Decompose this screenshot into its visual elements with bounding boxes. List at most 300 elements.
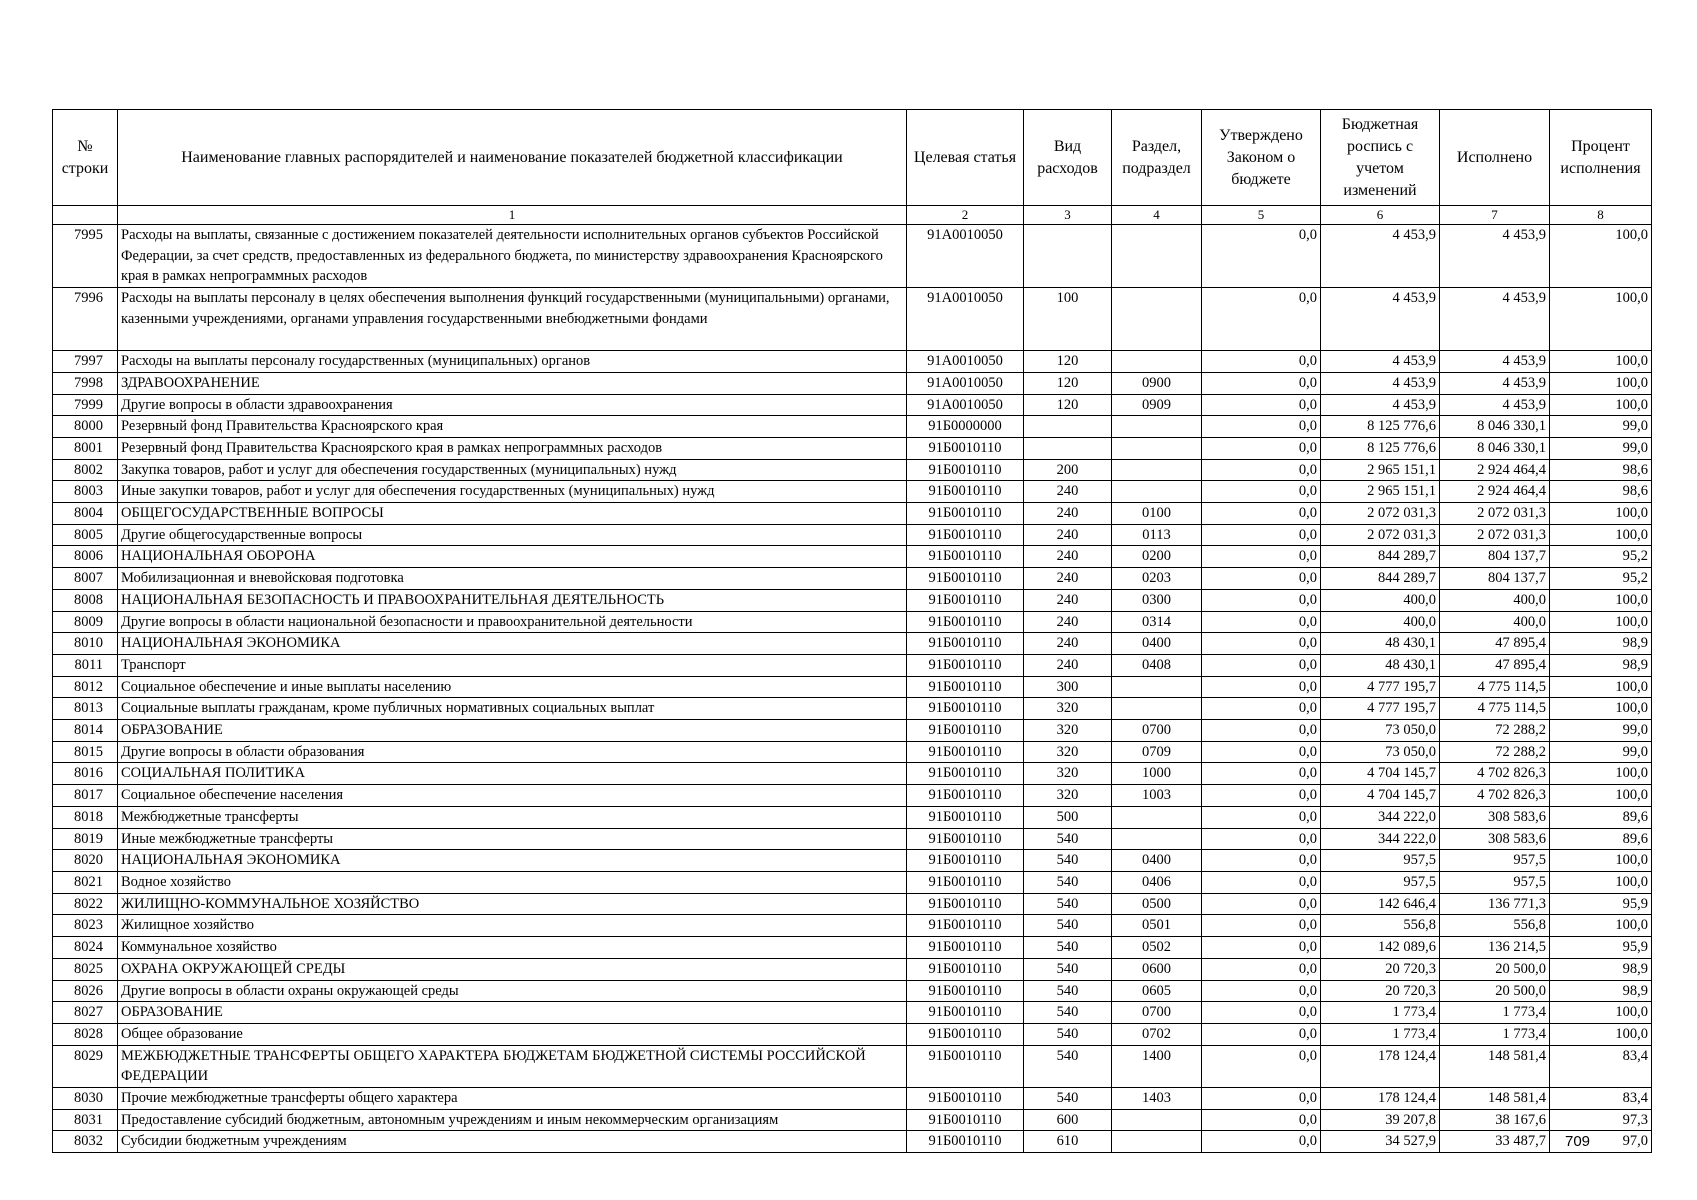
table-row	[53, 372, 1652, 394]
expense-kind-cell: 120	[1024, 394, 1112, 416]
row-number-cell: 7996	[53, 288, 118, 351]
indicator-name-cell: Другие общегосударственные вопросы	[118, 524, 907, 546]
percent-cell: 95,2	[1550, 568, 1652, 590]
budget-schedule-cell: 957,5	[1321, 871, 1440, 893]
percent-cell: 100,0	[1550, 288, 1652, 351]
budget-schedule-cell: 178 124,4	[1321, 1088, 1440, 1110]
percent-cell: 100,0	[1550, 589, 1652, 611]
executed-amount-cell: 47 895,4	[1440, 633, 1550, 655]
row-number-cell: 8022	[53, 893, 118, 915]
percent-cell: 98,9	[1550, 633, 1652, 655]
executed-amount-cell: 1 773,4	[1440, 1002, 1550, 1024]
table-row	[53, 1045, 1652, 1087]
approved-amount-cell: 0,0	[1202, 698, 1321, 720]
table-row	[53, 676, 1652, 698]
row-number-cell: 8008	[53, 589, 118, 611]
indicator-name-cell: ОБЩЕГОСУДАРСТВЕННЫЕ ВОПРОСЫ	[118, 503, 907, 525]
indicator-name-cell: ОХРАНА ОКРУЖАЮЩЕЙ СРЕДЫ	[118, 958, 907, 980]
executed-amount-cell: 4 453,9	[1440, 288, 1550, 351]
row-number-cell: 8025	[53, 958, 118, 980]
approved-amount-cell: 0,0	[1202, 1109, 1321, 1131]
column-number: 4	[1112, 206, 1202, 225]
target-article-cell: 91Б0010110	[907, 1131, 1024, 1153]
approved-amount-cell: 0,0	[1202, 893, 1321, 915]
percent-cell: 89,6	[1550, 828, 1652, 850]
target-article-cell: 91Б0010110	[907, 915, 1024, 937]
header-approved: Утверждено Законом о бюджете	[1202, 110, 1321, 206]
section-cell: 0300	[1112, 589, 1202, 611]
table-row	[53, 806, 1652, 828]
indicator-name-cell: Социальное обеспечение и иные выплаты населению	[118, 676, 907, 698]
target-article-cell: 91Б0010110	[907, 937, 1024, 959]
section-cell	[1112, 828, 1202, 850]
executed-amount-cell: 136 214,5	[1440, 937, 1550, 959]
target-article-cell: 91Б0010110	[907, 503, 1024, 525]
percent-cell: 83,4	[1550, 1088, 1652, 1110]
percent-cell: 100,0	[1550, 850, 1652, 872]
executed-amount-cell: 556,8	[1440, 915, 1550, 937]
row-number-cell: 8028	[53, 1023, 118, 1045]
expense-kind-cell: 540	[1024, 1088, 1112, 1110]
target-article-cell: 91А0010050	[907, 372, 1024, 394]
approved-amount-cell: 0,0	[1202, 915, 1321, 937]
section-cell: 0400	[1112, 633, 1202, 655]
approved-amount-cell: 0,0	[1202, 546, 1321, 568]
table-row	[53, 524, 1652, 546]
percent-cell: 100,0	[1550, 394, 1652, 416]
table-body	[53, 225, 1652, 1153]
table-row	[53, 503, 1652, 525]
section-cell: 0702	[1112, 1023, 1202, 1045]
budget-schedule-cell: 2 965 151,1	[1321, 459, 1440, 481]
expense-kind-cell: 540	[1024, 937, 1112, 959]
column-number: 6	[1321, 206, 1440, 225]
table-row	[53, 871, 1652, 893]
target-article-cell: 91Б0010110	[907, 850, 1024, 872]
indicator-name-cell: СОЦИАЛЬНАЯ ПОЛИТИКА	[118, 763, 907, 785]
executed-amount-cell: 400,0	[1440, 589, 1550, 611]
row-number-cell: 7998	[53, 372, 118, 394]
target-article-cell: 91Б0010110	[907, 654, 1024, 676]
indicator-name-cell: МЕЖБЮДЖЕТНЫЕ ТРАНСФЕРТЫ ОБЩЕГО ХАРАКТЕРА БЮДЖЕТАМ БЮДЖЕТНОЙ СИСТЕМЫ РОССИЙСКОЙ ФЕДЕРАЦИИ	[118, 1045, 907, 1087]
expense-kind-cell: 320	[1024, 741, 1112, 763]
budget-schedule-cell: 556,8	[1321, 915, 1440, 937]
section-cell: 1000	[1112, 763, 1202, 785]
target-article-cell: 91Б0010110	[907, 720, 1024, 742]
indicator-name-cell: Жилищное хозяйство	[118, 915, 907, 937]
approved-amount-cell: 0,0	[1202, 1002, 1321, 1024]
target-article-cell: 91Б0010110	[907, 611, 1024, 633]
executed-amount-cell: 136 771,3	[1440, 893, 1550, 915]
column-number	[53, 206, 118, 225]
expense-kind-cell: 320	[1024, 698, 1112, 720]
column-number: 7	[1440, 206, 1550, 225]
row-number-cell: 8007	[53, 568, 118, 590]
section-cell: 1403	[1112, 1088, 1202, 1110]
column-number: 3	[1024, 206, 1112, 225]
table-row	[53, 785, 1652, 807]
target-article-cell: 91Б0010110	[907, 893, 1024, 915]
approved-amount-cell: 0,0	[1202, 459, 1321, 481]
expense-kind-cell: 540	[1024, 1023, 1112, 1045]
section-cell: 0200	[1112, 546, 1202, 568]
budget-schedule-cell: 4 777 195,7	[1321, 676, 1440, 698]
header-name: Наименование главных распорядителей и наименование показателей бюджетной классификации	[118, 110, 907, 206]
expense-kind-cell: 500	[1024, 806, 1112, 828]
target-article-cell: 91Б0010110	[907, 1045, 1024, 1087]
budget-schedule-cell: 4 704 145,7	[1321, 785, 1440, 807]
table-row	[53, 611, 1652, 633]
executed-amount-cell: 308 583,6	[1440, 828, 1550, 850]
page-number: 709	[1565, 1133, 1591, 1150]
section-cell: 0605	[1112, 980, 1202, 1002]
expense-kind-cell: 300	[1024, 676, 1112, 698]
budget-schedule-cell: 73 050,0	[1321, 741, 1440, 763]
percent-cell: 100,0	[1550, 372, 1652, 394]
header-budget-schedule: Бюджетная роспись с учетом изменений	[1321, 110, 1440, 206]
target-article-cell: 91Б0010110	[907, 741, 1024, 763]
expense-kind-cell: 240	[1024, 633, 1112, 655]
approved-amount-cell: 0,0	[1202, 611, 1321, 633]
row-number-cell: 8031	[53, 1109, 118, 1131]
expense-kind-cell	[1024, 416, 1112, 438]
percent-cell: 98,9	[1550, 654, 1652, 676]
percent-cell: 95,9	[1550, 937, 1652, 959]
budget-schedule-cell: 2 072 031,3	[1321, 503, 1440, 525]
section-cell	[1112, 806, 1202, 828]
indicator-name-cell: Иные межбюджетные трансферты	[118, 828, 907, 850]
indicator-name-cell: ЗДРАВООХРАНЕНИЕ	[118, 372, 907, 394]
approved-amount-cell: 0,0	[1202, 654, 1321, 676]
table-row	[53, 589, 1652, 611]
executed-amount-cell: 1 773,4	[1440, 1023, 1550, 1045]
table-row	[53, 828, 1652, 850]
target-article-cell: 91А0010050	[907, 394, 1024, 416]
budget-schedule-cell: 400,0	[1321, 611, 1440, 633]
percent-cell: 97,0	[1550, 1131, 1652, 1153]
section-cell: 1003	[1112, 785, 1202, 807]
approved-amount-cell: 0,0	[1202, 871, 1321, 893]
indicator-name-cell: Расходы на выплаты персоналу государственных (муниципальных) органов	[118, 351, 907, 373]
indicator-name-cell: Другие вопросы в области национальной безопасности и правоохранительной деятельности	[118, 611, 907, 633]
approved-amount-cell: 0,0	[1202, 806, 1321, 828]
executed-amount-cell: 804 137,7	[1440, 546, 1550, 568]
expense-kind-cell: 120	[1024, 372, 1112, 394]
section-cell: 0406	[1112, 871, 1202, 893]
target-article-cell: 91Б0010110	[907, 524, 1024, 546]
approved-amount-cell: 0,0	[1202, 225, 1321, 288]
executed-amount-cell: 4 453,9	[1440, 372, 1550, 394]
expense-kind-cell: 240	[1024, 611, 1112, 633]
approved-amount-cell: 0,0	[1202, 568, 1321, 590]
row-number-cell: 8009	[53, 611, 118, 633]
expense-kind-cell: 100	[1024, 288, 1112, 351]
approved-amount-cell: 0,0	[1202, 676, 1321, 698]
percent-cell: 100,0	[1550, 351, 1652, 373]
executed-amount-cell: 20 500,0	[1440, 958, 1550, 980]
executed-amount-cell: 148 581,4	[1440, 1045, 1550, 1087]
budget-schedule-cell: 344 222,0	[1321, 828, 1440, 850]
budget-schedule-cell: 48 430,1	[1321, 633, 1440, 655]
row-number-cell: 8017	[53, 785, 118, 807]
executed-amount-cell: 4 702 826,3	[1440, 785, 1550, 807]
budget-schedule-cell: 20 720,3	[1321, 958, 1440, 980]
column-number: 8	[1550, 206, 1652, 225]
executed-amount-cell: 33 487,7	[1440, 1131, 1550, 1153]
table-row	[53, 893, 1652, 915]
section-cell: 0709	[1112, 741, 1202, 763]
budget-schedule-cell: 20 720,3	[1321, 980, 1440, 1002]
approved-amount-cell: 0,0	[1202, 503, 1321, 525]
row-number-cell: 8032	[53, 1131, 118, 1153]
expense-kind-cell: 240	[1024, 481, 1112, 503]
table-row	[53, 850, 1652, 872]
executed-amount-cell: 2 924 464,4	[1440, 481, 1550, 503]
target-article-cell: 91Б0010110	[907, 806, 1024, 828]
row-number-cell: 8020	[53, 850, 118, 872]
table-row	[53, 654, 1652, 676]
executed-amount-cell: 8 046 330,1	[1440, 416, 1550, 438]
executed-amount-cell: 4 453,9	[1440, 394, 1550, 416]
table-row	[53, 958, 1652, 980]
approved-amount-cell: 0,0	[1202, 720, 1321, 742]
section-cell: 1400	[1112, 1045, 1202, 1087]
row-number-cell: 8018	[53, 806, 118, 828]
approved-amount-cell: 0,0	[1202, 850, 1321, 872]
table-row	[53, 546, 1652, 568]
expense-kind-cell: 540	[1024, 850, 1112, 872]
target-article-cell: 91Б0010110	[907, 481, 1024, 503]
budget-schedule-cell: 844 289,7	[1321, 546, 1440, 568]
expense-kind-cell: 540	[1024, 958, 1112, 980]
section-cell	[1112, 351, 1202, 373]
expense-kind-cell: 320	[1024, 785, 1112, 807]
header-executed: Исполнено	[1440, 110, 1550, 206]
executed-amount-cell: 4 453,9	[1440, 225, 1550, 288]
indicator-name-cell: Социальные выплаты гражданам, кроме публичных нормативных социальных выплат	[118, 698, 907, 720]
budget-schedule-cell: 4 777 195,7	[1321, 698, 1440, 720]
section-cell: 0408	[1112, 654, 1202, 676]
table-row	[53, 1131, 1652, 1153]
section-cell	[1112, 698, 1202, 720]
indicator-name-cell: Предоставление субсидий бюджетным, автономным учреждениям и иным некоммерческим организациям	[118, 1109, 907, 1131]
column-number: 5	[1202, 206, 1321, 225]
table-row	[53, 568, 1652, 590]
section-cell: 0501	[1112, 915, 1202, 937]
row-number-cell: 8026	[53, 980, 118, 1002]
budget-schedule-cell: 4 704 145,7	[1321, 763, 1440, 785]
executed-amount-cell: 2 924 464,4	[1440, 459, 1550, 481]
column-number-row	[53, 206, 1652, 225]
target-article-cell: 91Б0010110	[907, 871, 1024, 893]
table-row	[53, 698, 1652, 720]
executed-amount-cell: 4 775 114,5	[1440, 676, 1550, 698]
row-number-cell: 8003	[53, 481, 118, 503]
approved-amount-cell: 0,0	[1202, 437, 1321, 459]
section-cell	[1112, 225, 1202, 288]
percent-cell: 100,0	[1550, 611, 1652, 633]
expense-kind-cell: 240	[1024, 654, 1112, 676]
header-row-number: № строки	[53, 110, 118, 206]
expense-kind-cell: 240	[1024, 546, 1112, 568]
table-row	[53, 980, 1652, 1002]
budget-schedule-cell: 8 125 776,6	[1321, 437, 1440, 459]
table-row	[53, 1002, 1652, 1024]
section-cell	[1112, 459, 1202, 481]
table-row	[53, 459, 1652, 481]
section-cell	[1112, 416, 1202, 438]
executed-amount-cell: 38 167,6	[1440, 1109, 1550, 1131]
table-row	[53, 437, 1652, 459]
row-number-cell: 7995	[53, 225, 118, 288]
percent-cell: 99,0	[1550, 437, 1652, 459]
approved-amount-cell: 0,0	[1202, 980, 1321, 1002]
budget-schedule-cell: 4 453,9	[1321, 225, 1440, 288]
expense-kind-cell: 540	[1024, 893, 1112, 915]
budget-schedule-cell: 34 527,9	[1321, 1131, 1440, 1153]
section-cell: 0909	[1112, 394, 1202, 416]
percent-cell: 89,6	[1550, 806, 1652, 828]
target-article-cell: 91А0010050	[907, 225, 1024, 288]
budget-schedule-cell: 4 453,9	[1321, 288, 1440, 351]
section-cell: 0203	[1112, 568, 1202, 590]
section-cell: 0502	[1112, 937, 1202, 959]
executed-amount-cell: 4 702 826,3	[1440, 763, 1550, 785]
approved-amount-cell: 0,0	[1202, 589, 1321, 611]
approved-amount-cell: 0,0	[1202, 633, 1321, 655]
expense-kind-cell: 240	[1024, 503, 1112, 525]
row-number-cell: 7997	[53, 351, 118, 373]
indicator-name-cell: Коммунальное хозяйство	[118, 937, 907, 959]
table-row	[53, 1023, 1652, 1045]
target-article-cell: 91Б0010110	[907, 698, 1024, 720]
target-article-cell: 91Б0010110	[907, 437, 1024, 459]
expense-kind-cell: 540	[1024, 980, 1112, 1002]
executed-amount-cell: 957,5	[1440, 850, 1550, 872]
expense-kind-cell: 200	[1024, 459, 1112, 481]
executed-amount-cell: 8 046 330,1	[1440, 437, 1550, 459]
executed-amount-cell: 400,0	[1440, 611, 1550, 633]
section-cell: 0314	[1112, 611, 1202, 633]
table-row	[53, 394, 1652, 416]
expense-kind-cell: 540	[1024, 1045, 1112, 1087]
approved-amount-cell: 0,0	[1202, 1045, 1321, 1087]
approved-amount-cell: 0,0	[1202, 785, 1321, 807]
column-number: 2	[907, 206, 1024, 225]
target-article-cell: 91Б0010110	[907, 785, 1024, 807]
table-row	[53, 481, 1652, 503]
expense-kind-cell: 540	[1024, 915, 1112, 937]
row-number-cell: 8027	[53, 1002, 118, 1024]
budget-schedule-cell: 39 207,8	[1321, 1109, 1440, 1131]
target-article-cell: 91Б0010110	[907, 763, 1024, 785]
table-row	[53, 288, 1652, 351]
section-cell: 0400	[1112, 850, 1202, 872]
indicator-name-cell: Другие вопросы в области образования	[118, 741, 907, 763]
table-row	[53, 416, 1652, 438]
row-number-cell: 7999	[53, 394, 118, 416]
budget-schedule-cell: 73 050,0	[1321, 720, 1440, 742]
executed-amount-cell: 20 500,0	[1440, 980, 1550, 1002]
row-number-cell: 8010	[53, 633, 118, 655]
approved-amount-cell: 0,0	[1202, 958, 1321, 980]
target-article-cell: 91Б0010110	[907, 459, 1024, 481]
percent-cell: 98,9	[1550, 958, 1652, 980]
expense-kind-cell: 600	[1024, 1109, 1112, 1131]
percent-cell: 100,0	[1550, 871, 1652, 893]
section-cell	[1112, 288, 1202, 351]
executed-amount-cell: 4 775 114,5	[1440, 698, 1550, 720]
budget-schedule-cell: 142 646,4	[1321, 893, 1440, 915]
budget-schedule-cell: 2 965 151,1	[1321, 481, 1440, 503]
table-row	[53, 225, 1652, 288]
budget-execution-table	[52, 109, 1652, 1153]
approved-amount-cell: 0,0	[1202, 372, 1321, 394]
table-row	[53, 720, 1652, 742]
expense-kind-cell: 120	[1024, 351, 1112, 373]
percent-cell: 95,9	[1550, 893, 1652, 915]
percent-cell: 99,0	[1550, 720, 1652, 742]
expense-kind-cell: 540	[1024, 871, 1112, 893]
approved-amount-cell: 0,0	[1202, 937, 1321, 959]
percent-cell: 100,0	[1550, 225, 1652, 288]
target-article-cell: 91Б0010110	[907, 1023, 1024, 1045]
percent-cell: 100,0	[1550, 785, 1652, 807]
expense-kind-cell: 240	[1024, 589, 1112, 611]
expense-kind-cell: 320	[1024, 763, 1112, 785]
table-row	[53, 1109, 1652, 1131]
target-article-cell: 91Б0010110	[907, 1088, 1024, 1110]
approved-amount-cell: 0,0	[1202, 416, 1321, 438]
column-number: 1	[118, 206, 907, 225]
section-cell	[1112, 1131, 1202, 1153]
target-article-cell: 91Б0010110	[907, 568, 1024, 590]
expense-kind-cell: 240	[1024, 524, 1112, 546]
indicator-name-cell: Резервный фонд Правительства Красноярского края	[118, 416, 907, 438]
approved-amount-cell: 0,0	[1202, 524, 1321, 546]
indicator-name-cell: Межбюджетные трансферты	[118, 806, 907, 828]
expense-kind-cell	[1024, 225, 1112, 288]
indicator-name-cell: ЖИЛИЩНО-КОММУНАЛЬНОЕ ХОЗЯЙСТВО	[118, 893, 907, 915]
table-row	[53, 351, 1652, 373]
target-article-cell: 91Б0010110	[907, 676, 1024, 698]
percent-cell: 100,0	[1550, 698, 1652, 720]
row-number-cell: 8015	[53, 741, 118, 763]
budget-schedule-cell: 1 773,4	[1321, 1023, 1440, 1045]
indicator-name-cell: НАЦИОНАЛЬНАЯ ЭКОНОМИКА	[118, 850, 907, 872]
indicator-name-cell: Расходы на выплаты, связанные с достижением показателей деятельности исполнительных органов субъектов Российской Федерации, за счет средств, предоставленных из федерального бюджета, по министерству здравоохранения Красноярского края в рамках непрограммных расходов	[118, 225, 907, 288]
approved-amount-cell: 0,0	[1202, 741, 1321, 763]
percent-cell: 100,0	[1550, 763, 1652, 785]
section-cell: 0100	[1112, 503, 1202, 525]
budget-schedule-cell: 1 773,4	[1321, 1002, 1440, 1024]
percent-cell: 99,0	[1550, 741, 1652, 763]
target-article-cell: 91Б0010110	[907, 828, 1024, 850]
approved-amount-cell: 0,0	[1202, 351, 1321, 373]
header-section: Раздел, подраздел	[1112, 110, 1202, 206]
section-cell: 0500	[1112, 893, 1202, 915]
target-article-cell: 91Б0010110	[907, 1002, 1024, 1024]
expense-kind-cell: 540	[1024, 828, 1112, 850]
indicator-name-cell: Мобилизационная и вневойсковая подготовка	[118, 568, 907, 590]
indicator-name-cell: Другие вопросы в области здравоохранения	[118, 394, 907, 416]
budget-schedule-cell: 844 289,7	[1321, 568, 1440, 590]
expense-kind-cell: 240	[1024, 568, 1112, 590]
budget-schedule-cell: 4 453,9	[1321, 394, 1440, 416]
percent-cell: 100,0	[1550, 676, 1652, 698]
target-article-cell: 91Б0010110	[907, 1109, 1024, 1131]
percent-cell: 98,6	[1550, 459, 1652, 481]
